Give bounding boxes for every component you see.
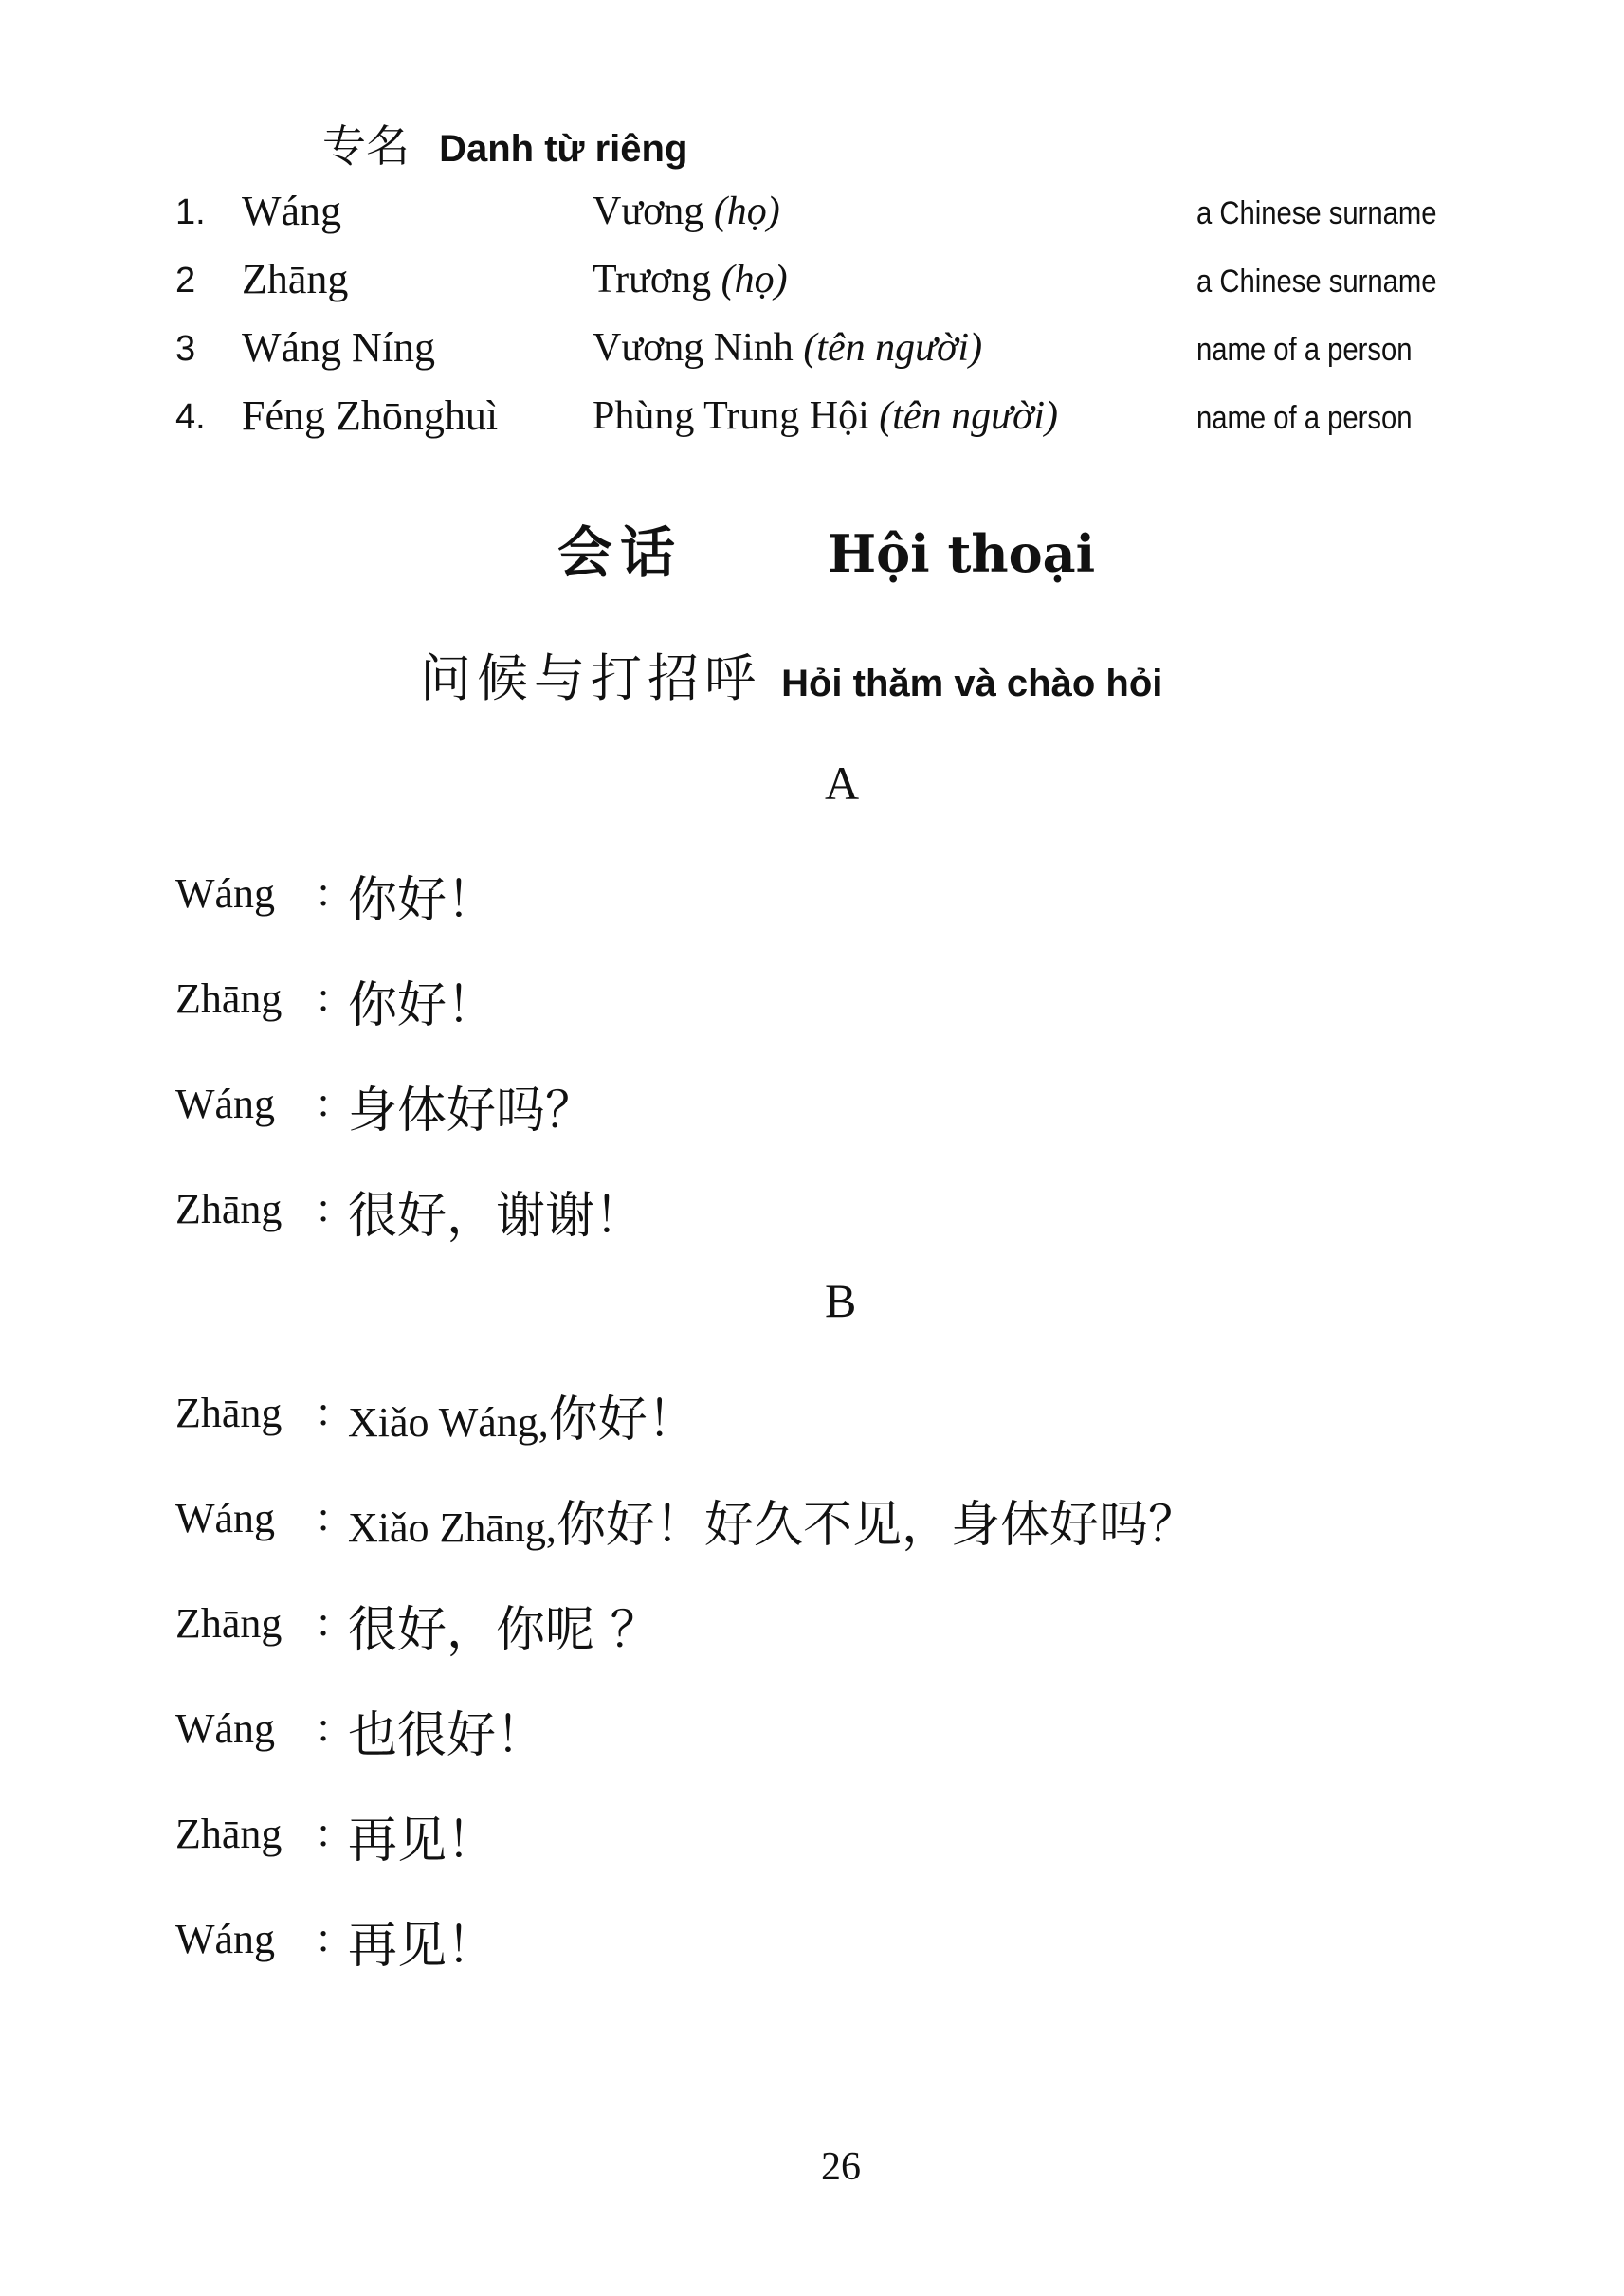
speaker-colon: :: [318, 1809, 330, 1855]
speaker-colon: :: [318, 1493, 330, 1540]
speaker-name: Zhāng: [175, 1390, 283, 1436]
dialogue-text: 你好！: [348, 872, 497, 929]
item-number: 2: [175, 261, 196, 301]
dialogue-title-vi: Hội thoại: [828, 523, 1096, 584]
item-pinyin: Wáng: [242, 188, 342, 234]
page-number: 26: [821, 2145, 861, 2189]
proper-nouns-heading: [322, 112, 687, 174]
item-number: 3: [175, 329, 196, 369]
speaker-name: Wáng: [175, 870, 276, 917]
item-vietnamese: Vương (họ): [593, 190, 780, 233]
dialogue-subtitle-vi: Hỏi thăm và chào hỏi: [781, 663, 1163, 704]
speaker-name: Zhāng: [175, 1811, 283, 1857]
speaker-name: Zhāng: [175, 975, 283, 1022]
speaker-colon: :: [318, 1388, 330, 1434]
speaker-name: Zhāng: [175, 1600, 283, 1647]
dialogue-text: 再见！: [348, 1813, 497, 1869]
proper-nouns-heading-zh: 专名: [322, 120, 410, 172]
item-vietnamese: Trương (họ): [593, 258, 788, 301]
speaker-colon: :: [318, 1598, 330, 1645]
speaker-name: Wáng: [175, 1705, 276, 1752]
speaker-colon: :: [318, 1184, 330, 1230]
part-a-label: A: [825, 756, 860, 810]
speaker-name: Wáng: [175, 1916, 276, 1962]
item-vietnamese: Phùng Trung Hội (tên người): [593, 394, 1059, 438]
dialogue-text: 也很好！: [348, 1707, 546, 1764]
dialogue-text: 身体好吗？: [348, 1083, 595, 1139]
speaker-colon: :: [318, 1914, 330, 1960]
speaker-name: Zhāng: [175, 1186, 283, 1232]
proper-nouns-heading-vi: Danh từ riêng: [439, 128, 688, 170]
item-english: name of a person: [1196, 400, 1413, 436]
speaker-colon: :: [318, 868, 330, 915]
dialogue-text: 很好，谢谢！: [348, 1188, 645, 1245]
speaker-colon: :: [318, 974, 330, 1020]
dialogue-text: Xiǎo Zhāng,你好！好久不见，身体好吗？: [348, 1497, 1197, 1554]
speaker-name: Wáng: [175, 1081, 276, 1127]
item-pinyin: Zhāng: [242, 256, 349, 302]
speaker-name: Wáng: [175, 1495, 276, 1541]
dialogue-text: Xiǎo Wáng,你好！: [348, 1392, 697, 1449]
item-vietnamese: Vương Ninh (tên người): [593, 326, 983, 370]
item-english: name of a person: [1196, 332, 1413, 368]
item-number: 4.: [175, 397, 206, 437]
dialogue-title: [557, 508, 1095, 588]
item-english: a Chinese surname: [1196, 195, 1437, 231]
dialogue-text: 你好！: [348, 977, 497, 1034]
speaker-colon: :: [318, 1079, 330, 1125]
dialogue-text: 再见！: [348, 1918, 497, 1975]
part-b-label: B: [825, 1274, 857, 1327]
speaker-colon: :: [318, 1704, 330, 1750]
item-number: 1.: [175, 192, 206, 232]
item-pinyin: Wáng Níng: [242, 324, 436, 371]
dialogue-subtitle: [420, 638, 1162, 711]
dialogue-text: 很好，你呢 ？: [348, 1602, 660, 1659]
item-english: a Chinese surname: [1196, 264, 1437, 300]
item-pinyin: Féng Zhōnghuì: [242, 392, 499, 439]
dialogue-subtitle-zh: 问候与打招呼: [420, 648, 761, 708]
dialogue-title-zh: 会话: [557, 520, 684, 585]
